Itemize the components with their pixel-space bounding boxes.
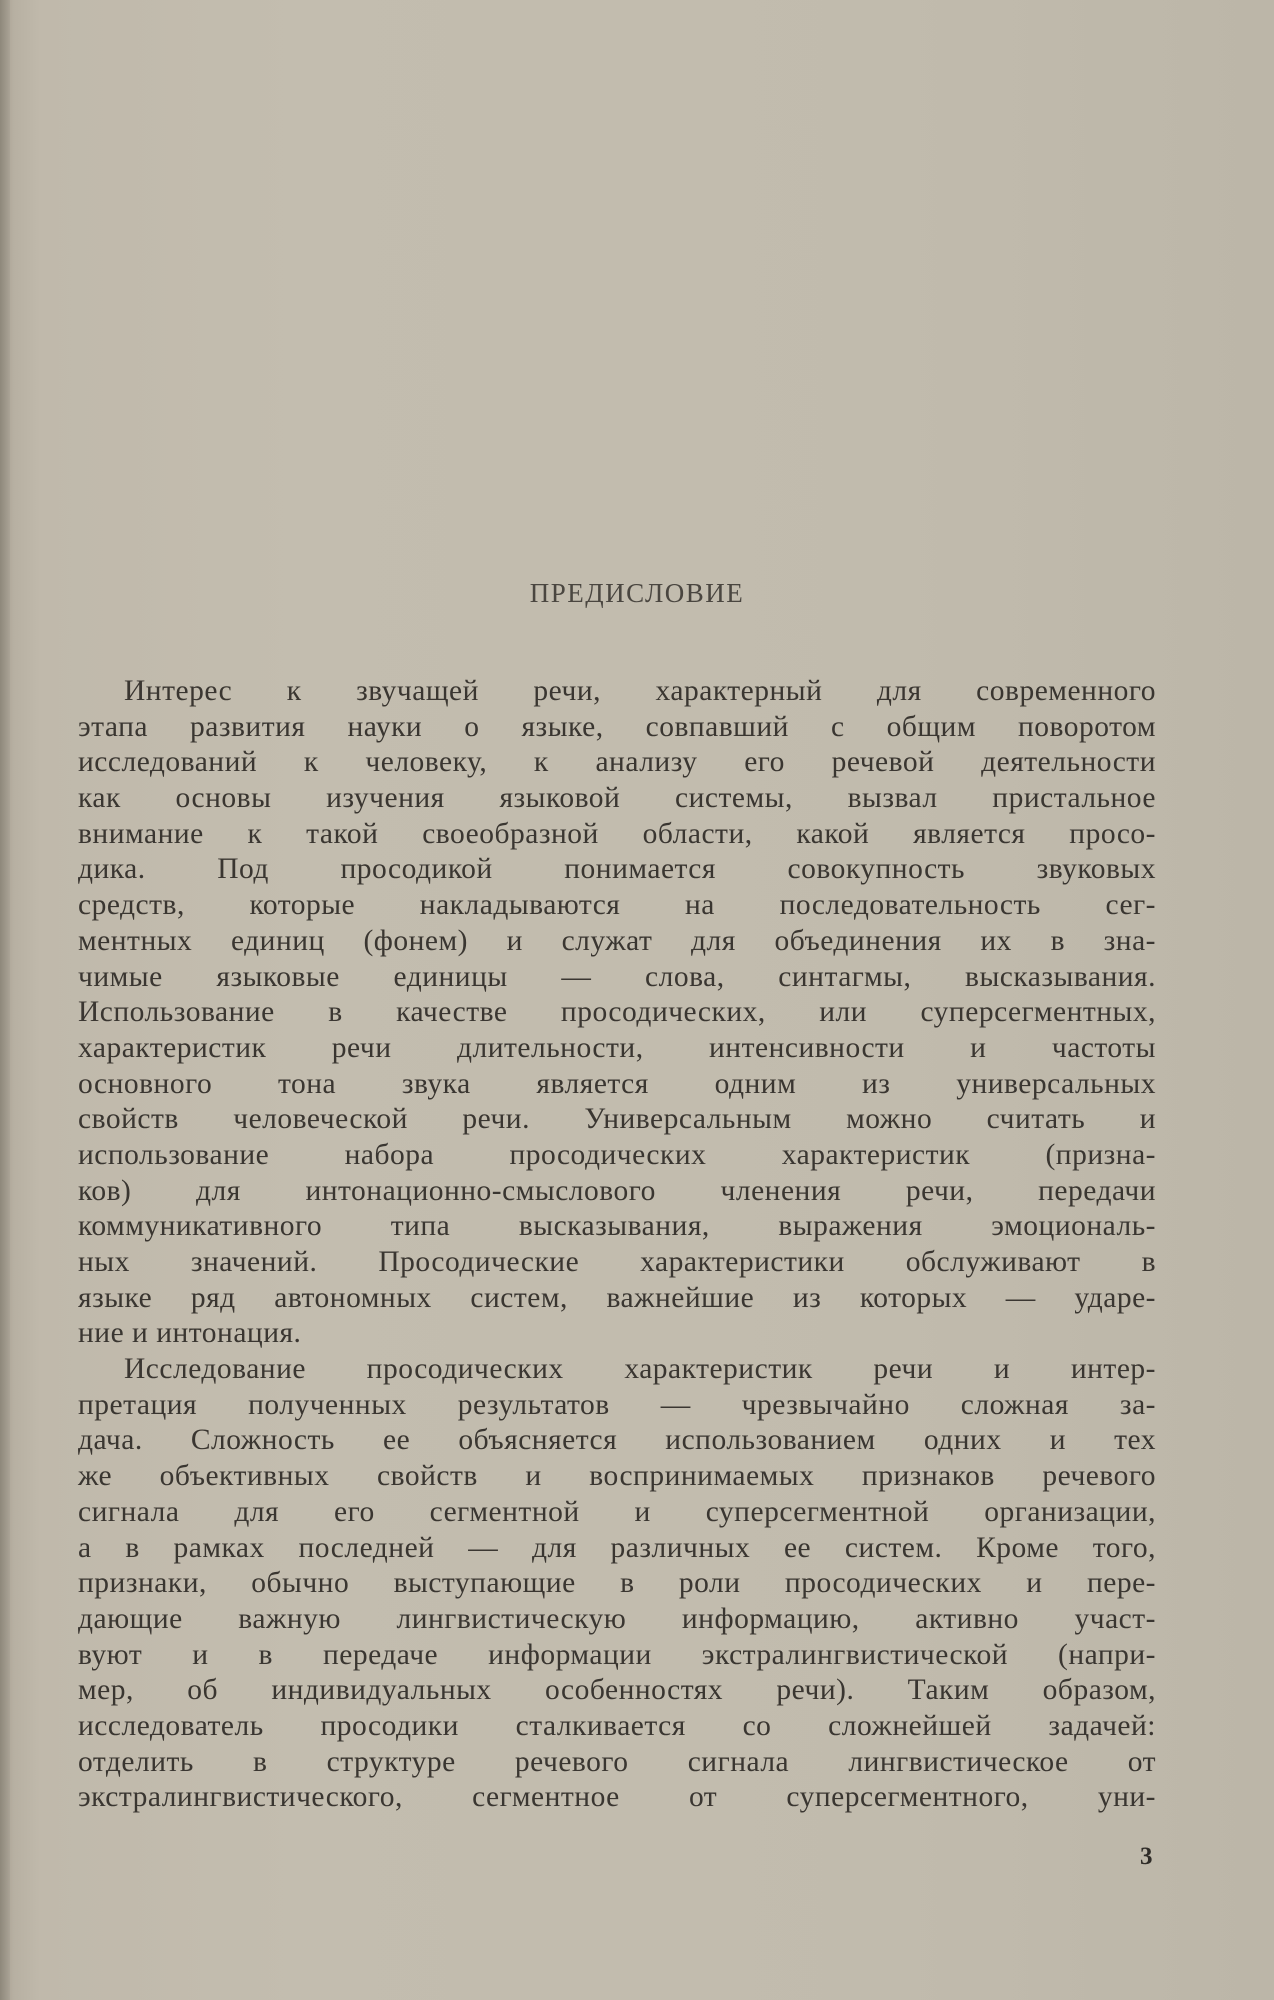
text-line: а в рамках последней — для различных ее систем. Кроме того, bbox=[78, 1531, 1156, 1564]
text-line: же объективных свойств и воспринимаемых признаков речевого bbox=[78, 1460, 1156, 1493]
text-line: отделить в структуре речевого сигнала лингвистическое от bbox=[78, 1745, 1156, 1778]
text-line: этапа развития науки о языке, совпавший с общим поворотом bbox=[78, 710, 1156, 743]
text-line: использование набора просодических характеристик (призна- bbox=[78, 1138, 1156, 1171]
text-line: языке ряд автономных систем, важнейшие из которых — ударе- bbox=[78, 1281, 1156, 1314]
text-line: сигнала для его сегментной и суперсегментной организации, bbox=[78, 1495, 1156, 1528]
body-text bbox=[78, 674, 1156, 1816]
page-binding-edge bbox=[0, 0, 10, 2000]
text-line: ных значений. Просодические характеристики обслуживают в bbox=[78, 1246, 1156, 1278]
text-line: мер, об индивидуальных особенностях речи). Таким образом, bbox=[78, 1674, 1156, 1707]
paragraph-2 bbox=[78, 1352, 1156, 1816]
paragraph-1 bbox=[78, 674, 1156, 1352]
text-line: экстралингвистического, сегментное от суперсегментного, уни- bbox=[78, 1781, 1156, 1814]
text-line: основного тона звука является одним из универсальных bbox=[78, 1067, 1156, 1100]
text-line: Интерес к звучащей речи, характерный для современного bbox=[124, 675, 1156, 707]
page-number: 3 bbox=[1140, 1843, 1153, 1870]
text-line: коммуникативного типа высказывания, выражения эмоциональ- bbox=[78, 1210, 1156, 1243]
text-line: дача. Сложность ее объясняется использованием одних и тех bbox=[78, 1424, 1156, 1457]
text-line: дика. Под просодикой понимается совокупность звуковых bbox=[78, 853, 1156, 886]
text-line: характеристик речи длительности, интенсивности и частоты bbox=[78, 1031, 1156, 1064]
chapter-heading: ПРЕДИСЛОВИЕ bbox=[529, 578, 745, 608]
text-line: свойств человеческой речи. Универсальным можно считать и bbox=[78, 1103, 1156, 1136]
text-line: претация полученных результатов — чрезвычайно сложная за- bbox=[78, 1388, 1156, 1421]
text-line: признаки, обычно выступающие в роли просодических и пере- bbox=[78, 1567, 1156, 1600]
text-line: ние и интонация. bbox=[78, 1317, 302, 1350]
text-line: исследований к человеку, к анализу его речевой деятельности bbox=[78, 746, 1156, 779]
text-line: исследователь просодики сталкивается со сложнейшей задачей: bbox=[78, 1709, 1156, 1742]
text-line: ков) для интонационно-смыслового членения речи, передачи bbox=[78, 1174, 1156, 1207]
text-line: средств, которые накладываются на последовательность сег- bbox=[78, 889, 1156, 922]
text-line: дающие важную лингвистическую информацию, активно участ- bbox=[78, 1602, 1156, 1635]
text-line: вуют и в передаче информации экстралингвистической (напри- bbox=[78, 1638, 1156, 1671]
text-line: чимые языковые единицы — слова, синтагмы, высказывания. bbox=[78, 960, 1156, 993]
text-line: как основы изучения языковой системы, вызвал пристальное bbox=[78, 782, 1156, 815]
text-line: Исследование просодических характеристик речи и интер- bbox=[124, 1353, 1156, 1386]
text-line: ментных единиц (фонем) и служат для объединения их в зна- bbox=[78, 924, 1156, 957]
text-line: Использование в качестве просодических, или суперсегментных, bbox=[78, 996, 1156, 1029]
text-line: внимание к такой своеобразной области, какой является просо- bbox=[78, 817, 1156, 850]
